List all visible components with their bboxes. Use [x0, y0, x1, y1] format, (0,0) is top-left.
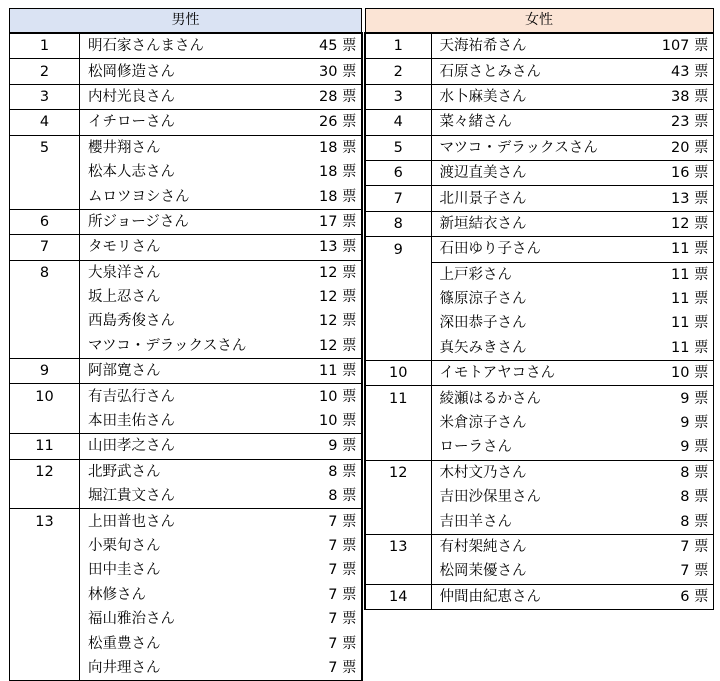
- female-header-row: [365, 9, 713, 34]
- rank-cell: [10, 607, 80, 631]
- rank-cell: [10, 309, 80, 333]
- male-rows: [10, 33, 362, 681]
- rank-cell: 9: [365, 237, 431, 262]
- votes-cell: 7 票: [292, 631, 362, 655]
- votes-cell: 10 票: [292, 409, 362, 434]
- name-cell: 石原さとみさん: [431, 59, 643, 84]
- name-cell: 有吉弘行さん: [80, 384, 292, 409]
- rank-cell: [365, 411, 431, 435]
- name-cell: 北川景子さん: [431, 186, 643, 211]
- votes-cell: 11 票: [643, 311, 713, 335]
- name-cell: 真矢みきさん: [431, 336, 643, 361]
- name-cell: 本田圭佑さん: [80, 409, 292, 434]
- name-cell: 水卜麻美さん: [431, 84, 643, 109]
- votes-cell: 12 票: [292, 260, 362, 285]
- votes-cell: 7 票: [292, 656, 362, 681]
- table-row: [365, 84, 713, 109]
- votes-cell: 28 票: [292, 84, 362, 109]
- name-cell: 上田普也さん: [80, 509, 292, 534]
- table-row: [10, 184, 362, 209]
- name-cell: マツコ・デラックスさん: [80, 334, 292, 359]
- table-row: [365, 287, 713, 311]
- table-row: [10, 235, 362, 260]
- name-cell: 所ジョージさん: [80, 209, 292, 234]
- votes-cell: 9 票: [643, 411, 713, 435]
- table-row: [365, 59, 713, 84]
- name-cell: 阿部寛さん: [80, 359, 292, 384]
- female-ranking-table: [364, 8, 714, 610]
- rank-cell: [10, 484, 80, 509]
- votes-cell: 23 票: [643, 110, 713, 135]
- votes-cell: 11 票: [643, 262, 713, 287]
- table-row: [365, 160, 713, 185]
- rank-cell: [365, 485, 431, 509]
- rank-cell: [10, 534, 80, 558]
- votes-cell: 8 票: [643, 509, 713, 534]
- votes-cell: 7 票: [292, 558, 362, 582]
- name-cell: 松本人志さん: [80, 160, 292, 184]
- rank-cell: 9: [10, 359, 80, 384]
- rank-cell: [10, 409, 80, 434]
- name-cell: 綾瀬はるかさん: [431, 386, 643, 411]
- rank-cell: [10, 334, 80, 359]
- name-cell: 松岡茉優さん: [431, 559, 643, 584]
- rank-cell: 10: [10, 384, 80, 409]
- rank-cell: 6: [365, 160, 431, 185]
- table-row: [365, 485, 713, 509]
- table-row: [10, 656, 362, 681]
- table-row: [10, 33, 362, 59]
- name-cell: 深田恭子さん: [431, 311, 643, 335]
- name-cell: 吉田羊さん: [431, 509, 643, 534]
- table-row: [365, 411, 713, 435]
- name-cell: 仲間由紀恵さん: [431, 584, 643, 609]
- name-cell: 櫻井翔さん: [80, 135, 292, 160]
- votes-cell: 8 票: [643, 485, 713, 509]
- rank-cell: 14: [365, 584, 431, 609]
- table-row: [365, 460, 713, 485]
- rank-cell: [10, 656, 80, 681]
- name-cell: 山田孝之さん: [80, 434, 292, 459]
- rank-cell: 4: [365, 110, 431, 135]
- table-row: [365, 336, 713, 361]
- table-row: [365, 186, 713, 211]
- table-row: [10, 484, 362, 509]
- rank-cell: 5: [10, 135, 80, 160]
- rank-cell: [365, 262, 431, 287]
- votes-cell: 17 票: [292, 209, 362, 234]
- rank-cell: [10, 558, 80, 582]
- name-cell: 新垣結衣さん: [431, 211, 643, 236]
- table-row: [10, 583, 362, 607]
- name-cell: 田中圭さん: [80, 558, 292, 582]
- table-row: [10, 309, 362, 333]
- votes-cell: 12 票: [292, 285, 362, 309]
- name-cell: 坂上忍さん: [80, 285, 292, 309]
- votes-cell: 38 票: [643, 84, 713, 109]
- votes-cell: 107 票: [643, 33, 713, 59]
- name-cell: 大泉洋さん: [80, 260, 292, 285]
- votes-cell: 18 票: [292, 160, 362, 184]
- votes-cell: 18 票: [292, 135, 362, 160]
- rank-cell: 1: [10, 33, 80, 59]
- rank-cell: 13: [10, 509, 80, 534]
- name-cell: 渡辺直美さん: [431, 160, 643, 185]
- table-row: [365, 135, 713, 160]
- table-row: [365, 311, 713, 335]
- table-row: [10, 209, 362, 234]
- name-cell: 林修さん: [80, 583, 292, 607]
- name-cell: 明石家さんまさん: [80, 33, 292, 59]
- name-cell: 西島秀俊さん: [80, 309, 292, 333]
- name-cell: 堀江貴文さん: [80, 484, 292, 509]
- name-cell: マツコ・デラックスさん: [431, 135, 643, 160]
- votes-cell: 30 票: [292, 59, 362, 84]
- rank-cell: 4: [10, 110, 80, 135]
- votes-cell: 43 票: [643, 59, 713, 84]
- name-cell: 有村架純さん: [431, 534, 643, 559]
- votes-cell: 45 票: [292, 33, 362, 59]
- name-cell: イチローさん: [80, 110, 292, 135]
- rank-cell: 1: [365, 33, 431, 59]
- rank-cell: [10, 184, 80, 209]
- table-row: [365, 237, 713, 262]
- male-header: 男性: [10, 9, 362, 34]
- table-row: [10, 334, 362, 359]
- rank-cell: 7: [10, 235, 80, 260]
- name-cell: 北野武さん: [80, 459, 292, 484]
- votes-cell: 9 票: [643, 435, 713, 460]
- rank-cell: 11: [365, 386, 431, 411]
- votes-cell: 13 票: [643, 186, 713, 211]
- rank-cell: 13: [365, 534, 431, 559]
- table-row: [365, 435, 713, 460]
- male-ranking-table: [9, 8, 363, 681]
- table-row: [10, 459, 362, 484]
- votes-cell: 7 票: [292, 534, 362, 558]
- rank-cell: [365, 336, 431, 361]
- rank-cell: 5: [365, 135, 431, 160]
- table-row: [10, 135, 362, 160]
- votes-cell: 18 票: [292, 184, 362, 209]
- table-row: [365, 386, 713, 411]
- rank-cell: 6: [10, 209, 80, 234]
- name-cell: 松岡修造さん: [80, 59, 292, 84]
- rank-cell: 7: [365, 186, 431, 211]
- table-row: [10, 59, 362, 84]
- name-cell: 石田ゆり子さん: [431, 237, 643, 262]
- rank-cell: [10, 285, 80, 309]
- votes-cell: 11 票: [643, 336, 713, 361]
- votes-cell: 7 票: [643, 559, 713, 584]
- table-row: [10, 631, 362, 655]
- rank-cell: [365, 559, 431, 584]
- name-cell: 向井理さん: [80, 656, 292, 681]
- rank-cell: [365, 311, 431, 335]
- name-cell: 篠原涼子さん: [431, 287, 643, 311]
- male-header-row: [10, 9, 362, 34]
- votes-cell: 9 票: [292, 434, 362, 459]
- female-header: 女性: [365, 9, 713, 34]
- votes-cell: 10 票: [643, 361, 713, 386]
- table-row: [365, 559, 713, 584]
- name-cell: ムロツヨシさん: [80, 184, 292, 209]
- rank-cell: 2: [10, 59, 80, 84]
- name-cell: 上戸彩さん: [431, 262, 643, 287]
- name-cell: タモリさん: [80, 235, 292, 260]
- votes-cell: 7 票: [292, 583, 362, 607]
- votes-cell: 26 票: [292, 110, 362, 135]
- rank-cell: 12: [365, 460, 431, 485]
- rank-cell: 3: [365, 84, 431, 109]
- votes-cell: 12 票: [643, 211, 713, 236]
- votes-cell: 9 票: [643, 386, 713, 411]
- table-row: [10, 434, 362, 459]
- votes-cell: 10 票: [292, 384, 362, 409]
- table-row: [10, 260, 362, 285]
- table-row: [365, 33, 713, 59]
- votes-cell: 7 票: [643, 534, 713, 559]
- rank-cell: 10: [365, 361, 431, 386]
- votes-cell: 12 票: [292, 309, 362, 333]
- table-row: [10, 110, 362, 135]
- female-rows: [365, 33, 713, 609]
- table-row: [10, 607, 362, 631]
- name-cell: 小栗旬さん: [80, 534, 292, 558]
- table-row: [10, 384, 362, 409]
- name-cell: 米倉涼子さん: [431, 411, 643, 435]
- votes-cell: 8 票: [292, 459, 362, 484]
- votes-cell: 12 票: [292, 334, 362, 359]
- table-row: [365, 262, 713, 287]
- table-row: [10, 558, 362, 582]
- rank-cell: 3: [10, 84, 80, 109]
- votes-cell: 16 票: [643, 160, 713, 185]
- votes-cell: 11 票: [643, 237, 713, 262]
- rank-cell: [10, 631, 80, 655]
- table-row: [10, 285, 362, 309]
- name-cell: イモトアヤコさん: [431, 361, 643, 386]
- rank-cell: [365, 435, 431, 460]
- rank-cell: 12: [10, 459, 80, 484]
- rank-cell: 11: [10, 434, 80, 459]
- name-cell: 福山雅治さん: [80, 607, 292, 631]
- name-cell: 松重豊さん: [80, 631, 292, 655]
- votes-cell: 11 票: [292, 359, 362, 384]
- name-cell: 天海祐希さん: [431, 33, 643, 59]
- name-cell: 菜々緒さん: [431, 110, 643, 135]
- table-row: [10, 359, 362, 384]
- votes-cell: 13 票: [292, 235, 362, 260]
- name-cell: 木村文乃さん: [431, 460, 643, 485]
- votes-cell: 7 票: [292, 509, 362, 534]
- table-row: [10, 84, 362, 109]
- table-row: [10, 509, 362, 534]
- table-row: [10, 409, 362, 434]
- table-row: [10, 160, 362, 184]
- rank-cell: [10, 160, 80, 184]
- table-row: [10, 534, 362, 558]
- rank-cell: 2: [365, 59, 431, 84]
- table-row: [365, 211, 713, 236]
- table-row: [365, 584, 713, 609]
- table-row: [365, 534, 713, 559]
- rank-cell: [10, 583, 80, 607]
- table-row: [365, 509, 713, 534]
- name-cell: 吉田沙保里さん: [431, 485, 643, 509]
- table-row: [365, 361, 713, 386]
- votes-cell: 20 票: [643, 135, 713, 160]
- name-cell: 内村光良さん: [80, 84, 292, 109]
- votes-cell: 7 票: [292, 607, 362, 631]
- rank-cell: 8: [10, 260, 80, 285]
- table-row: [365, 110, 713, 135]
- votes-cell: 8 票: [292, 484, 362, 509]
- name-cell: ローラさん: [431, 435, 643, 460]
- votes-cell: 6 票: [643, 584, 713, 609]
- rank-cell: [365, 509, 431, 534]
- rank-cell: [365, 287, 431, 311]
- votes-cell: 11 票: [643, 287, 713, 311]
- votes-cell: 8 票: [643, 460, 713, 485]
- rank-cell: 8: [365, 211, 431, 236]
